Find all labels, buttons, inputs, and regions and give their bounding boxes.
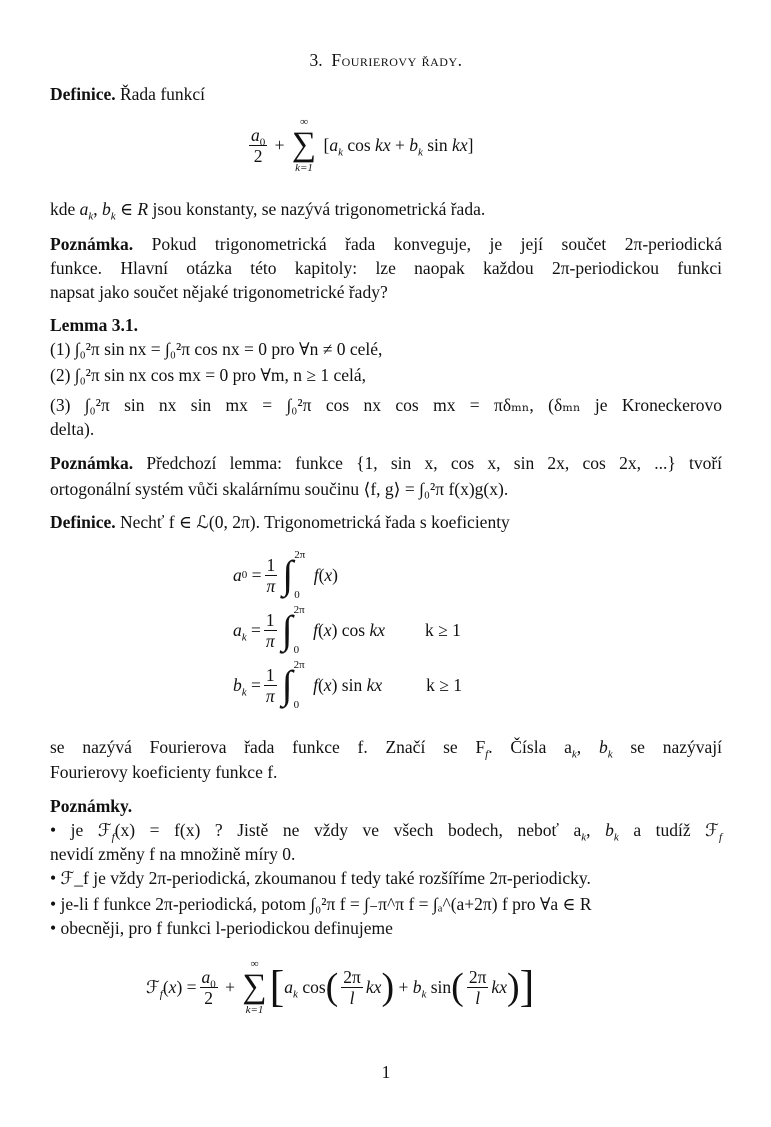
after-text-1: se nazývá Fourierova řada funkce f. Značí se F <box>50 737 486 757</box>
remark-2-line-1 <box>50 451 722 475</box>
remarks-bullet-1-cont: nevidí změny f na množině míry 0. <box>50 844 296 864</box>
lemma-item-3: (3) ∫₀²π sin nx sin mx = ∫₀²π cos nx cos mx = πδₘₙ, (δₘₙ je Kroneckerovo <box>50 395 722 415</box>
definition-label: Definice. <box>50 512 116 532</box>
trig-series-formula: $\frac{a_0}{2}$ + ∞ ∑ k=1 [$a_k$ cos kx + $b_k$ sin kx] <box>251 116 474 174</box>
formula-bk: $b_k$ = $\frac{1}{\pi}$ ∫ 2π 0 f(x) sin kx k ≥ 1 <box>233 659 462 711</box>
definition-2-text: Nechť f ∈ ℒ(0, 2π). Trigonometrická řada s koeficienty <box>119 512 510 532</box>
definition-intro: Řada funkcí <box>119 84 206 104</box>
definition-2 <box>50 510 510 534</box>
page-number: 1 <box>381 1062 391 1082</box>
condition-k: k ≥ 1 <box>425 620 461 640</box>
formula-a0: a 0 = $\frac{1}{\pi}$ ∫ 2π 0 f(x) <box>233 549 338 601</box>
remarks-bullet-1: • je ℱ$_f$(x) = f(x) ? Jistě ne vždy ve všech bodech, neboť $a_k$, $b_k$ a tudíž ℱ$_f$ <box>50 820 723 844</box>
fraction-a0-2: $\frac{a_0}{2}$ <box>251 124 266 166</box>
section-title-text: Fourierovy řady. <box>331 50 463 70</box>
remarks-bullet-3: • je-li f funkce 2π-periodická, potom ∫₀²π f = ∫₋π^π f = ∫ₐ^(a+2π) f pro ∀a ∈ R <box>50 894 592 914</box>
remark-1-line-3: napsat jako součet nějaké trigonometrické řady? <box>50 282 388 302</box>
lemma-item-2: (2) ∫₀²π sin nx cos mx = 0 pro ∀m, n ≥ 1 celá, <box>50 365 367 385</box>
lemma-item-3-cont: delta). <box>50 419 95 439</box>
section-title <box>50 48 722 72</box>
fourier-l-periodic-formula: ℱ$_f$(x) = $\frac{a_0}{2}$ + ∞ ∑ k=1 [ $a_k$ cos ( $\frac{2\pi}{l}$ kx ) + $b_k$ sin ( $\frac{2\pi}{l}$ kx ) ] <box>146 958 535 1016</box>
remarks-bullet-2: • ℱ_f je vždy 2π-periodická, zkoumanou f tedy také rozšíříme 2π-periodicky. <box>50 868 591 888</box>
definition-1-after: kde $a_k$, $b_k$ ∈ R jsou konstanty, se nazývá trigonometrická řada. <box>50 199 486 223</box>
remark-label: Poznámka. <box>50 453 134 473</box>
definition-label: Definice. <box>50 84 116 104</box>
formula-ak: $a_k$ = $\frac{1}{\pi}$ ∫ 2π 0 f(x) cos kx k ≥ 1 <box>233 604 461 656</box>
after-text-3: se nazývají <box>630 737 723 757</box>
definition-2-after-2: Fourierovy koeficienty funkce f. <box>50 762 278 782</box>
section-number: 3. <box>309 50 323 70</box>
remark-1-line-1 <box>50 232 722 256</box>
remark-2-text-1: Předchozí lemma: funkce {1, sin x, cos x, sin 2x, cos 2x, ...} tvoří <box>146 453 723 473</box>
condition-k: k ≥ 1 <box>426 675 462 695</box>
bullet-1-b: (x) = f(x) ? Jistě ne vždy ve všech bodech, neboť a <box>114 820 582 840</box>
bullet-1-a: • je ℱ <box>50 820 112 840</box>
remark-2-line-2: ortogonální systém vůči skalárnímu součinu ⟨f, g⟩ = ∫₀²π f(x)g(x). <box>50 479 509 499</box>
bullet-1-c: a tudíž ℱ <box>633 820 719 840</box>
remarks-label: Poznámky. <box>50 796 133 816</box>
remark-label: Poznámka. <box>50 234 134 254</box>
remarks-bullet-4: • obecněji, pro f funkci l-periodickou definujeme <box>50 918 393 938</box>
after-text-2: . Čísla a <box>488 737 572 757</box>
definition-1-after-text: jsou konstanty, se nazývá trigonometrická řada. <box>152 199 486 219</box>
lemma-label: Lemma 3.1. <box>50 315 138 335</box>
definition-1 <box>50 82 205 106</box>
definition-2-after-1: se nazývá Fourierova řada funkce f. Značí se $F_f$. Čísla $a_k$, $b_k$ se nazývají <box>50 737 723 761</box>
lemma-item-1: (1) ∫₀²π sin nx = ∫₀²π cos nx = 0 pro ∀n ≠ 0 celé, <box>50 339 383 359</box>
sum-symbol: ∞ ∑ k=1 <box>291 116 317 174</box>
remark-1-line-2: funkce. Hlavní otázka této kapitoly: lze naopak každou 2π-periodickou funkci <box>50 258 722 278</box>
remark-1-text-1: Pokud trigonometrická řada konveguje, je její součet 2π-periodická <box>151 234 723 254</box>
